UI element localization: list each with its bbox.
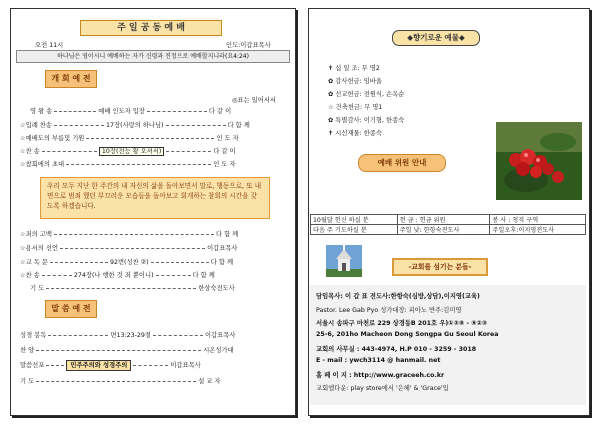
item-label: ☆용서의 선언 — [20, 245, 59, 252]
list-item — [20, 360, 278, 369]
table-cell: 봉 사 : 청직 구역 — [490, 215, 586, 225]
flower-icon: ✿ — [328, 117, 334, 124]
opening-header: 개 회 예 전 — [45, 70, 97, 88]
list-item — [30, 283, 278, 292]
item-person: 설 교 자 — [198, 378, 221, 385]
list-item — [20, 330, 278, 339]
list-item: ✿ 특별감사: 이기형, 한종숙 — [328, 117, 405, 124]
item-content: 면13:23-29절 — [110, 332, 151, 339]
item-person: 다 같 이 — [208, 108, 232, 115]
item-content: 17장(사랑의 하나님) — [106, 122, 164, 129]
word-header: 말 씀 예 전 — [45, 300, 97, 318]
list-item — [20, 376, 278, 385]
flower-icon: ✿ — [328, 78, 334, 85]
list-item: ✿ 감사헌금: 임바울 — [328, 78, 382, 85]
item-person: 시온성가대 — [203, 347, 234, 354]
item-label: ☆찬 송 — [20, 148, 40, 155]
list-item — [20, 133, 278, 142]
church-icon — [326, 245, 362, 277]
item-label: 말씀선포 — [20, 362, 45, 369]
item-label: 찬 양 — [20, 347, 35, 354]
item-label: ☆예배도의 부름및 기원 — [20, 135, 85, 142]
address-line: 서울시 송파구 마천로 229 상경동B 201호 우)①③⑧ - ⑨②③ — [316, 320, 488, 327]
app-download-line: 교회앱다운: play store에서 '은혜' & 'Grace'입 — [316, 385, 449, 392]
item-label: ☆죄의 고백 — [20, 231, 52, 238]
table-row — [311, 225, 586, 235]
list-item: ✿ 선교헌금: 전원식, 손옥순 — [328, 91, 405, 98]
table-cell: 헌 금 : 헌금 위원 — [397, 215, 490, 225]
item-person: 이갑표목사 — [205, 332, 236, 339]
service-leader: 인도:이갑표목사 — [226, 42, 271, 49]
left-page — [0, 0, 298, 424]
service-time: 오전 11시 — [35, 42, 64, 49]
item-label: ☆입례 찬송 — [20, 122, 52, 129]
item-content: 10장(전능 왕 오셔서) — [99, 147, 165, 156]
item-person: 인 도 자 — [213, 161, 236, 168]
email-line: E - mail : ywch3114 @ hanmail. net — [316, 357, 441, 364]
item-person: 한상숙전도사 — [198, 285, 235, 292]
standing-note: ◎표는 일어서서 — [232, 97, 276, 104]
list-item: ☆ 건축헌금: 무 명1 — [328, 104, 383, 111]
right-page — [300, 0, 600, 424]
homepage-line: 홈 페 이 지 : http://www.graceeh.co.kr — [316, 372, 445, 379]
item-label: 기 도 — [20, 378, 35, 385]
staff-line: 담임목사: 이 갑 표 전도사:한항숙(심방,상담),이지영(교육) — [316, 293, 480, 300]
item-person: 다 함 께 — [210, 259, 234, 266]
church-staff-header: -교회를 섬기는 분들- — [392, 258, 488, 276]
service-table — [310, 214, 586, 235]
staff-line: Pastor. Lee Gab Pyo 성가대장: 피아노 반주:김미영 — [316, 307, 462, 314]
item-content: 92번(성찬 ②) — [109, 259, 149, 266]
item-content: 예배 인도자 입장 — [98, 108, 145, 115]
item-person: 이갑표목사 — [170, 362, 201, 369]
list-item — [20, 243, 278, 252]
address-line: 25-6, 201ho Macheon Dong Songpa Gu Seoul Korea — [316, 331, 499, 338]
flower-icon: ✿ — [328, 91, 334, 98]
item-person: 다 같 이 — [213, 148, 236, 155]
table-cell: 다음 주 기도하실 분 — [311, 225, 398, 235]
list-item — [20, 159, 278, 168]
list-item — [20, 146, 278, 155]
list-item — [20, 257, 278, 266]
worship-guide-label: 예배 위원 안내 — [358, 154, 446, 172]
item-person: 다 함 께 — [192, 272, 215, 279]
table-cell: 10월달 헌신 하실 분 — [311, 215, 398, 225]
item-label: ☆찬 송 — [20, 272, 40, 279]
item-person: 이갑표목사 — [207, 245, 238, 252]
item-label: 영 왕 송 — [30, 108, 53, 115]
list-item: ✝ 시선재물: 한종숙 — [328, 130, 382, 137]
list-item: ✝ 십 일 조: 무 명2 — [328, 65, 380, 72]
item-content: 274장(나 행한 것 죄 뿐이니) — [73, 272, 154, 279]
item-label: 기 도 — [30, 285, 45, 292]
list-item — [20, 270, 278, 279]
cross-icon: ✝ — [328, 65, 334, 72]
list-item — [30, 106, 278, 115]
cross-icon: ✝ — [328, 130, 334, 137]
item-label: ☆참회에의 초대 — [20, 161, 65, 168]
item-label: 성경 봉독 — [20, 332, 47, 339]
item-label: ☆교 독 문 — [20, 259, 48, 266]
table-row — [311, 215, 586, 225]
holly-berry-image — [496, 122, 582, 200]
table-cell: 주일 낮: 한항숙전도사 — [397, 225, 490, 235]
table-cell: 주일오후:이지영전도사 — [490, 225, 586, 235]
church-info-box — [310, 285, 586, 405]
offering-title: ◆향기로운 예물◆ — [392, 30, 480, 46]
item-person: 다 함 께 — [227, 122, 250, 129]
sermon-title: 민주주의와 성경주의 — [66, 360, 131, 371]
list-item — [20, 120, 278, 129]
list-item — [20, 345, 278, 354]
call-verse: 하나님은 영이시니 예배하는 자가 신령과 진정으로 예배할지니라(요4:24) — [16, 50, 290, 63]
reflection-note: 우리 모두 지난 한 주간의 내 자신의 삶을 돌아보면서 말로, 행동으로, 또 내면으로 범죄 했던 부끄러운 모습들을 돌아보고 회개하는 참회의 시간을 갖도록 하겠습니다. — [40, 177, 270, 219]
service-title: 주 일 공 동 예 배 — [80, 20, 222, 36]
star-icon: ☆ — [328, 104, 334, 111]
item-person: 다 함 께 — [216, 231, 239, 238]
item-person: 인 도 자 — [216, 135, 239, 142]
list-item — [20, 229, 278, 238]
phone-line: 교회의 사무실 : 443-4974, H.P 010 - 3259 - 3018 — [316, 346, 477, 353]
